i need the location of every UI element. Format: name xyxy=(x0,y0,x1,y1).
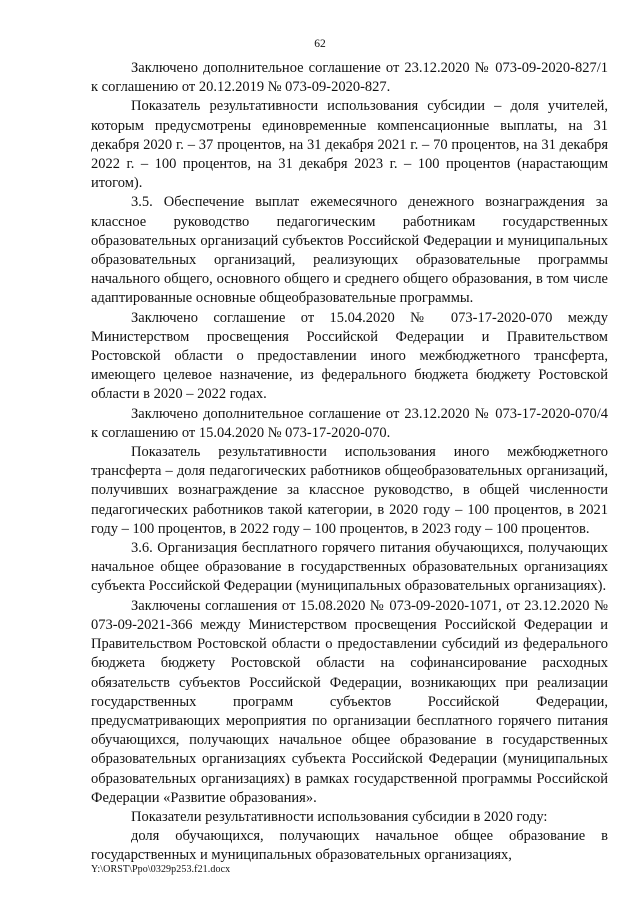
paragraph-additional-agreement-070: Заключено дополнительное соглашение от 23.12.2020 № 073-17-2020-070/4 к соглашению от 15.04.2020 № 073-17-2020-070. xyxy=(91,405,608,441)
document-body xyxy=(91,59,608,866)
paragraph-additional-agreement-827: Заключено дополнительное соглашение от 23.12.2020 № 073-09-2020-827/1 к соглашению от 20.12.2019 № 073-09-2020-827. xyxy=(91,60,608,96)
paragraph-share-students: доля обучающихся, получающих начальное общее образование в государственных и муниципальных образовательных организациях, xyxy=(91,828,608,864)
paragraph-section-3-6: 3.6. Организация бесплатного горячего питания обучающихся, получающих начальное общее образование в государственных образовательных организациях субъекта Российской Федерации (муниципальных образовательных организациях). xyxy=(91,540,608,595)
page-number: 62 xyxy=(314,38,326,50)
paragraph-indicators-2020: Показатели результативности использования субсидии в 2020 году: xyxy=(131,808,548,825)
paragraph-agreements-1071-366: Заключены соглашения от 15.08.2020 № 073-09-2020-1071, от 23.12.2020 № 073-09-2021-366 между Министерством просвещения Российской Федерации и Правительством Ростовской области о предоставлении субсидий из федерального бюджета бюджету Ростовской области на софинансирование расходных обязательств субъектов Российской Федерации, возникающих при реализации государственных программ субъектов Российской Федерации, предусматривающих мероприятия по организации бесплатного горячего питания обучающихся, получающих начальное общее образование в государственных образовательных организациях субъекта Российской Федерации (муниципальных образовательных организациях) в рамках государственной программы Российской Федерации «Развитие образования». xyxy=(91,597,608,806)
paragraph-section-3-5: 3.5. Обеспечение выплат ежемесячного денежного вознаграждения за классное руководство педагогическим работникам государственных образовательных организаций субъектов Российской Федерации и муниципальных образовательных организаций, реализующих образовательные программы начального общего, основного общего и среднего общего образования, в том числе адаптированные основные общеобразовательные программы. xyxy=(91,194,608,307)
footer-file-path: Y:\ORST\Ppo\0329p253.f21.docx xyxy=(91,864,231,875)
paragraph-indicator-class-guidance: Показатель результативности использования иного межбюджетного трансферта – доля педагогических работников общеобразовательных организаций, получивших вознаграждение за классное руководство, в общей численности педагогических работников такой категории, в 2020 году – 100 процентов, в 2021 году – 100 процентов, в 2022 году – 100 процентов, в 2023 году – 100 процентов. xyxy=(91,444,608,537)
paragraph-agreement-070: Заключено соглашение от 15.04.2020 № 073-17-2020-070 между Министерством просвещения Российской Федерации и Правительством Ростовской области о предоставлении иного межбюджетного трансферта, имеющего целевое назначение, из федерального бюджета бюджету Ростовской области в 2020 – 2022 годах. xyxy=(91,309,608,403)
paragraph-indicator-teachers-payments: Показатель результативности использования субсидии – доля учителей, которым предусмотрены единовременные компенсационные выплаты, на 31 декабря 2020 г. – 37 процентов, на 31 декабря 2021 г. – 70 процентов, на 31 декабря 2022 г. – 100 процентов, на 31 декабря 2023 г. – 100 процентов (нарастающим итогом). xyxy=(91,98,608,192)
